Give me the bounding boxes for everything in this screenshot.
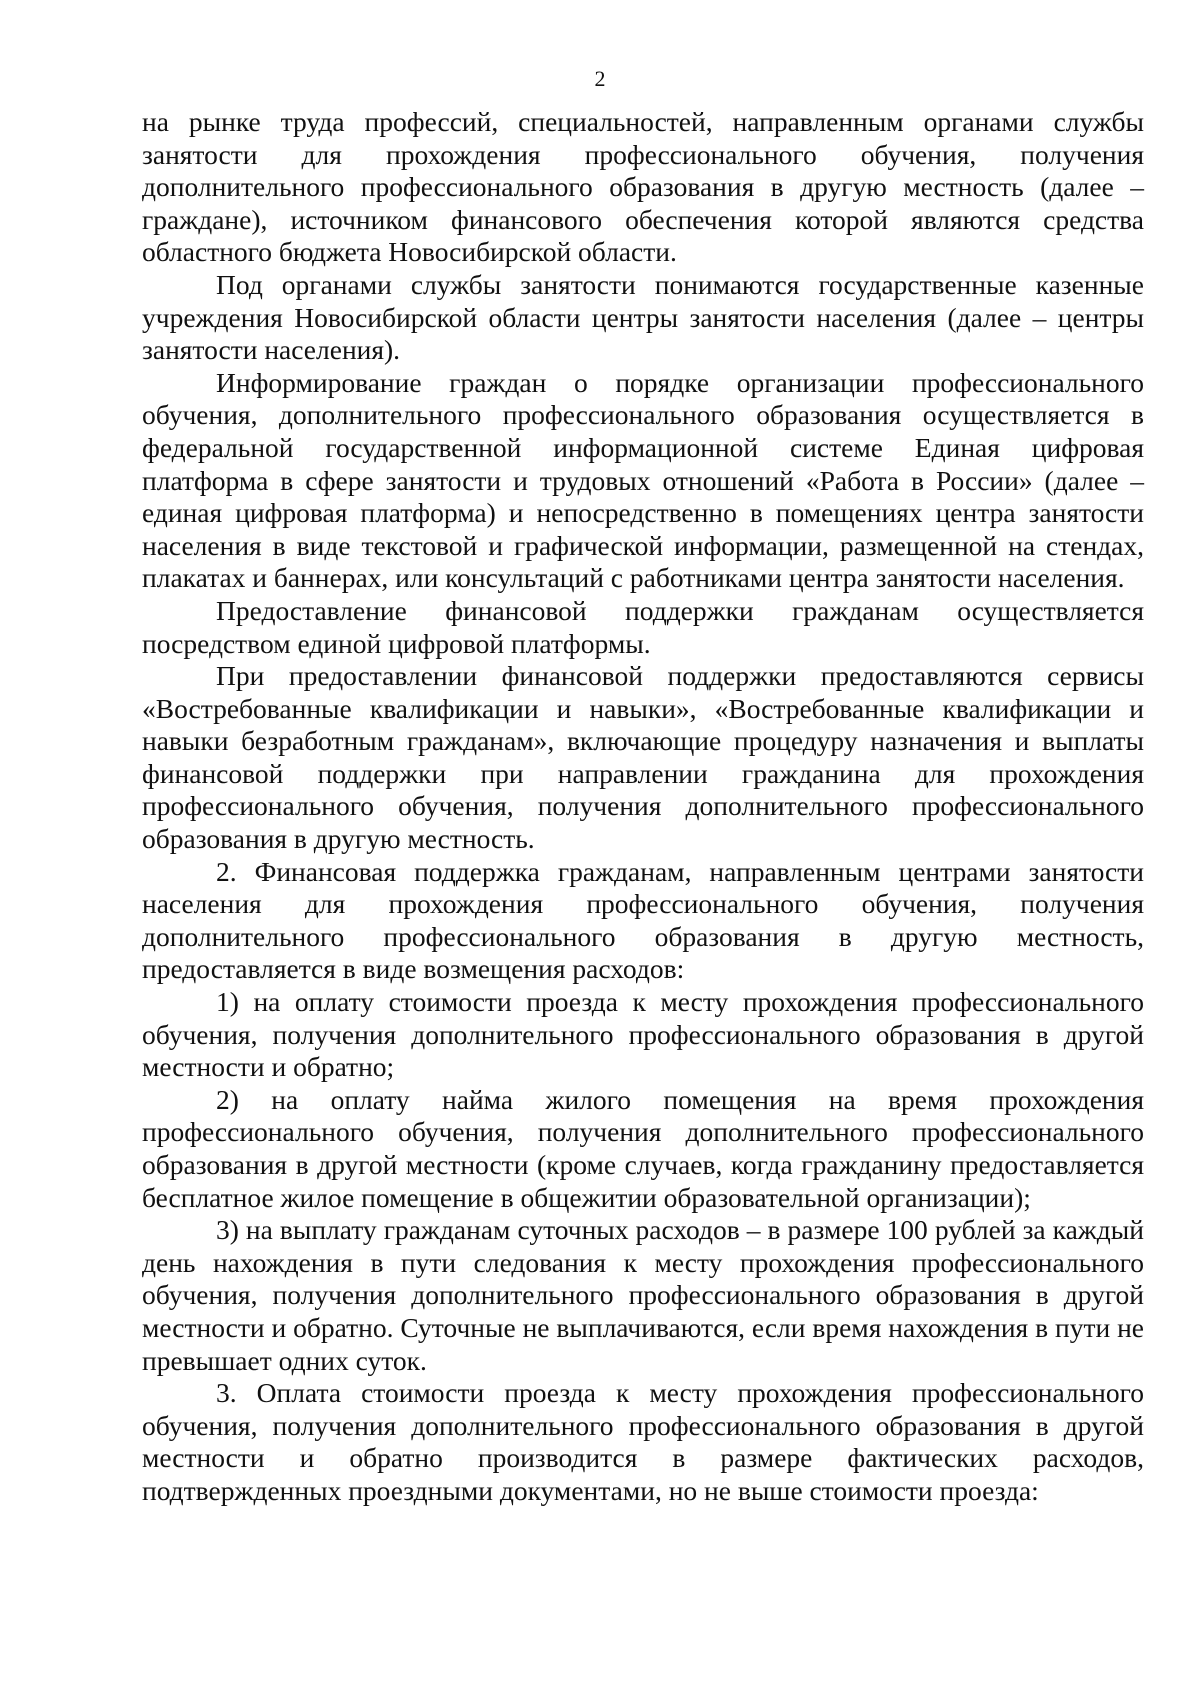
page-number: 2 [594, 66, 606, 91]
paragraph-clause-3: 3. Оплата стоимости проезда к месту прохождения профессионального обучения, получения дополнительного профессионального образования в другой местности и обратно производится в размере фактических расходов, подтвержденных проездными документами, но не выше стоимости проезда: [142, 1377, 1144, 1506]
paragraph-informing-citizens: Информирование граждан о порядке организации профессионального обучения, дополнительного профессионального образования осуществляется в федеральной государственной информационной системе Единая цифровая платформа в сфере занятости и трудовых отношений «Работа в России» (далее – единая цифровая платформа) и непосредственно в помещениях центра занятости населения в виде текстовой и графической информации, размещенной на стендах, плакатах и баннерах, или консультаций с работниками центра занятости населения. [142, 366, 1144, 594]
paragraph-clause-2: 2. Финансовая поддержка гражданам, направленным центрами занятости населения для прохождения профессионального обучения, получения дополнительного профессионального образования в другую местность, предоставляется в виде возмещения расходов: [142, 855, 1144, 985]
paragraph-services: При предоставлении финансовой поддержки предоставляются сервисы «Востребованные квалификации и навыки», «Востребованные квалификации и навыки безработным гражданам», включающие процедуру назначения и выплаты финансовой поддержки при направлении гражданина для прохождения профессионального обучения, получения дополнительного профессионального образования в другую местность. [142, 660, 1144, 855]
paragraph-clause-2-item-3: 3) на выплату гражданам суточных расходов – в размере 100 рублей за каждый день нахождения в пути следования к месту прохождения профессионального обучения, получения дополнительного профессионального образования в другой местности и обратно. Суточные не выплачиваются, если время нахождения в пути не превышает одних суток. [142, 1214, 1144, 1376]
paragraph-support-via-platform: Предоставление финансовой поддержки гражданам осуществляется посредством единой цифровой платформы. [142, 594, 1144, 659]
document-body [142, 106, 1144, 1508]
paragraph-clause-2-item-2: 2) на оплату найма жилого помещения на время прохождения профессионального обучения, получения дополнительного профессионального образования в другой местности (кроме случаев, когда гражданину предоставляется бесплатное жилое помещение в общежитии образовательной организации); [142, 1083, 1144, 1213]
paragraph-continuation: на рынке труда профессий, специальностей, направленным органами службы занятости для прохождения профессионального обучения, получения дополнительного профессионального образования в другую местность (далее – граждане), источником финансового обеспечения которой являются средства областного бюджета Новосибирской области. [142, 106, 1144, 268]
paragraph-clause-2-item-1: 1) на оплату стоимости проезда к месту прохождения профессионального обучения, получения дополнительного профессионального образования в другой местности и обратно; [142, 986, 1144, 1083]
paragraph-employment-service-definition: Под органами службы занятости понимаются государственные казенные учреждения Новосибирской области центры занятости населения (далее – центры занятости населения). [142, 268, 1144, 366]
